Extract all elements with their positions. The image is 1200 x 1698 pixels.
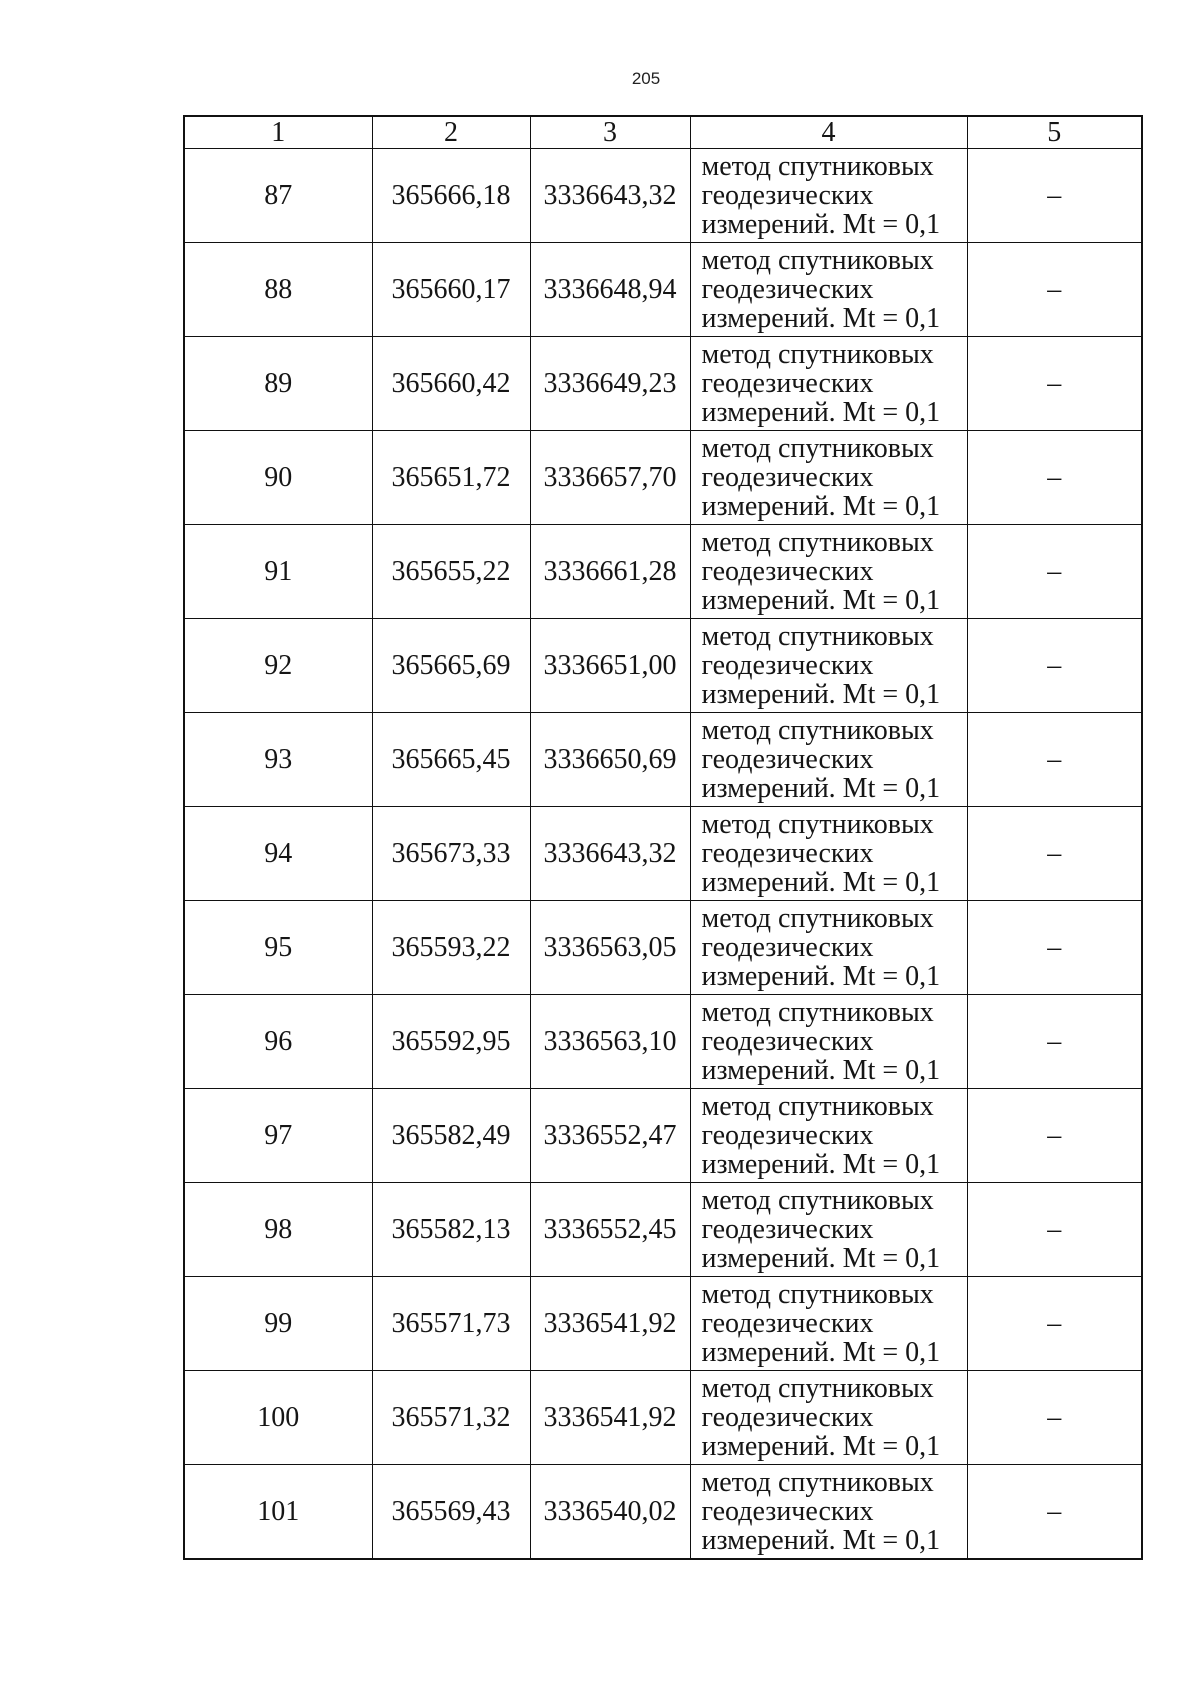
cell-x: 365592,95 [372, 995, 530, 1089]
cell-x: 365673,33 [372, 807, 530, 901]
coordinates-table [183, 115, 1143, 1560]
cell-x: 365582,49 [372, 1089, 530, 1183]
cell-point: 95 [184, 901, 372, 995]
cell-point: 101 [184, 1465, 372, 1560]
cell-note: – [967, 807, 1142, 901]
cell-x: 365660,42 [372, 337, 530, 431]
header-cell-3: 3 [530, 116, 690, 149]
table-row [184, 1465, 1142, 1560]
table-row [184, 807, 1142, 901]
cell-point: 89 [184, 337, 372, 431]
cell-y: 3336552,47 [530, 1089, 690, 1183]
coordinates-table-body [184, 149, 1142, 1560]
cell-point: 99 [184, 1277, 372, 1371]
table-row [184, 1277, 1142, 1371]
cell-point: 100 [184, 1371, 372, 1465]
cell-method: метод спутниковых геодезических измерений. Mt = 0,1 [690, 149, 967, 243]
cell-method: метод спутниковых геодезических измерений. Mt = 0,1 [690, 243, 967, 337]
cell-x: 365655,22 [372, 525, 530, 619]
cell-x: 365569,43 [372, 1465, 530, 1560]
cell-method: метод спутниковых геодезических измерений. Mt = 0,1 [690, 431, 967, 525]
cell-y: 3336657,70 [530, 431, 690, 525]
cell-method: метод спутниковых геодезических измерений. Mt = 0,1 [690, 713, 967, 807]
cell-x: 365666,18 [372, 149, 530, 243]
cell-method: метод спутниковых геодезических измерений. Mt = 0,1 [690, 807, 967, 901]
cell-note: – [967, 1371, 1142, 1465]
header-cell-1: 1 [184, 116, 372, 149]
cell-method: метод спутниковых геодезических измерений. Mt = 0,1 [690, 337, 967, 431]
cell-y: 3336643,32 [530, 149, 690, 243]
table-row [184, 713, 1142, 807]
cell-method: метод спутниковых геодезических измерений. Mt = 0,1 [690, 901, 967, 995]
cell-note: – [967, 337, 1142, 431]
cell-point: 90 [184, 431, 372, 525]
cell-point: 92 [184, 619, 372, 713]
table-row [184, 1089, 1142, 1183]
cell-y: 3336563,10 [530, 995, 690, 1089]
cell-note: – [967, 995, 1142, 1089]
header-cell-5: 5 [967, 116, 1142, 149]
cell-y: 3336563,05 [530, 901, 690, 995]
cell-point: 91 [184, 525, 372, 619]
cell-point: 96 [184, 995, 372, 1089]
cell-y: 3336661,28 [530, 525, 690, 619]
cell-y: 3336540,02 [530, 1465, 690, 1560]
cell-note: – [967, 1277, 1142, 1371]
cell-note: – [967, 243, 1142, 337]
header-cell-2: 2 [372, 116, 530, 149]
page-number: 205 [631, 69, 661, 88]
table-row [184, 337, 1142, 431]
cell-note: – [967, 901, 1142, 995]
cell-note: – [967, 1465, 1142, 1560]
cell-y: 3336541,92 [530, 1277, 690, 1371]
cell-note: – [967, 149, 1142, 243]
cell-point: 87 [184, 149, 372, 243]
cell-y: 3336541,92 [530, 1371, 690, 1465]
cell-x: 365571,73 [372, 1277, 530, 1371]
cell-y: 3336650,69 [530, 713, 690, 807]
cell-y: 3336643,32 [530, 807, 690, 901]
cell-y: 3336648,94 [530, 243, 690, 337]
cell-x: 365593,22 [372, 901, 530, 995]
cell-note: – [967, 619, 1142, 713]
cell-note: – [967, 525, 1142, 619]
cell-method: метод спутниковых геодезических измерений. Mt = 0,1 [690, 1277, 967, 1371]
cell-method: метод спутниковых геодезических измерений. Mt = 0,1 [690, 1089, 967, 1183]
table-row [184, 995, 1142, 1089]
cell-x: 365665,69 [372, 619, 530, 713]
header-cell-4: 4 [690, 116, 967, 149]
cell-point: 88 [184, 243, 372, 337]
table-row [184, 1371, 1142, 1465]
table-row [184, 901, 1142, 995]
table-row [184, 525, 1142, 619]
cell-note: – [967, 713, 1142, 807]
header-row [184, 116, 1142, 149]
cell-note: – [967, 1183, 1142, 1277]
cell-method: метод спутниковых геодезических измерений. Mt = 0,1 [690, 525, 967, 619]
table-row [184, 1183, 1142, 1277]
cell-point: 98 [184, 1183, 372, 1277]
cell-point: 94 [184, 807, 372, 901]
cell-x: 365665,45 [372, 713, 530, 807]
cell-note: – [967, 431, 1142, 525]
cell-note: – [967, 1089, 1142, 1183]
cell-method: метод спутниковых геодезических измерений. Mt = 0,1 [690, 995, 967, 1089]
table-row [184, 431, 1142, 525]
cell-method: метод спутниковых геодезических измерений. Mt = 0,1 [690, 1371, 967, 1465]
cell-y: 3336649,23 [530, 337, 690, 431]
cell-x: 365660,17 [372, 243, 530, 337]
cell-point: 97 [184, 1089, 372, 1183]
cell-x: 365651,72 [372, 431, 530, 525]
cell-x: 365571,32 [372, 1371, 530, 1465]
cell-y: 3336651,00 [530, 619, 690, 713]
cell-point: 93 [184, 713, 372, 807]
cell-x: 365582,13 [372, 1183, 530, 1277]
cell-y: 3336552,45 [530, 1183, 690, 1277]
table-header [184, 116, 1142, 149]
table-row [184, 149, 1142, 243]
cell-method: метод спутниковых геодезических измерений. Mt = 0,1 [690, 1465, 967, 1560]
cell-method: метод спутниковых геодезических измерений. Mt = 0,1 [690, 619, 967, 713]
table-row [184, 243, 1142, 337]
table-row [184, 619, 1142, 713]
cell-method: метод спутниковых геодезических измерений. Mt = 0,1 [690, 1183, 967, 1277]
